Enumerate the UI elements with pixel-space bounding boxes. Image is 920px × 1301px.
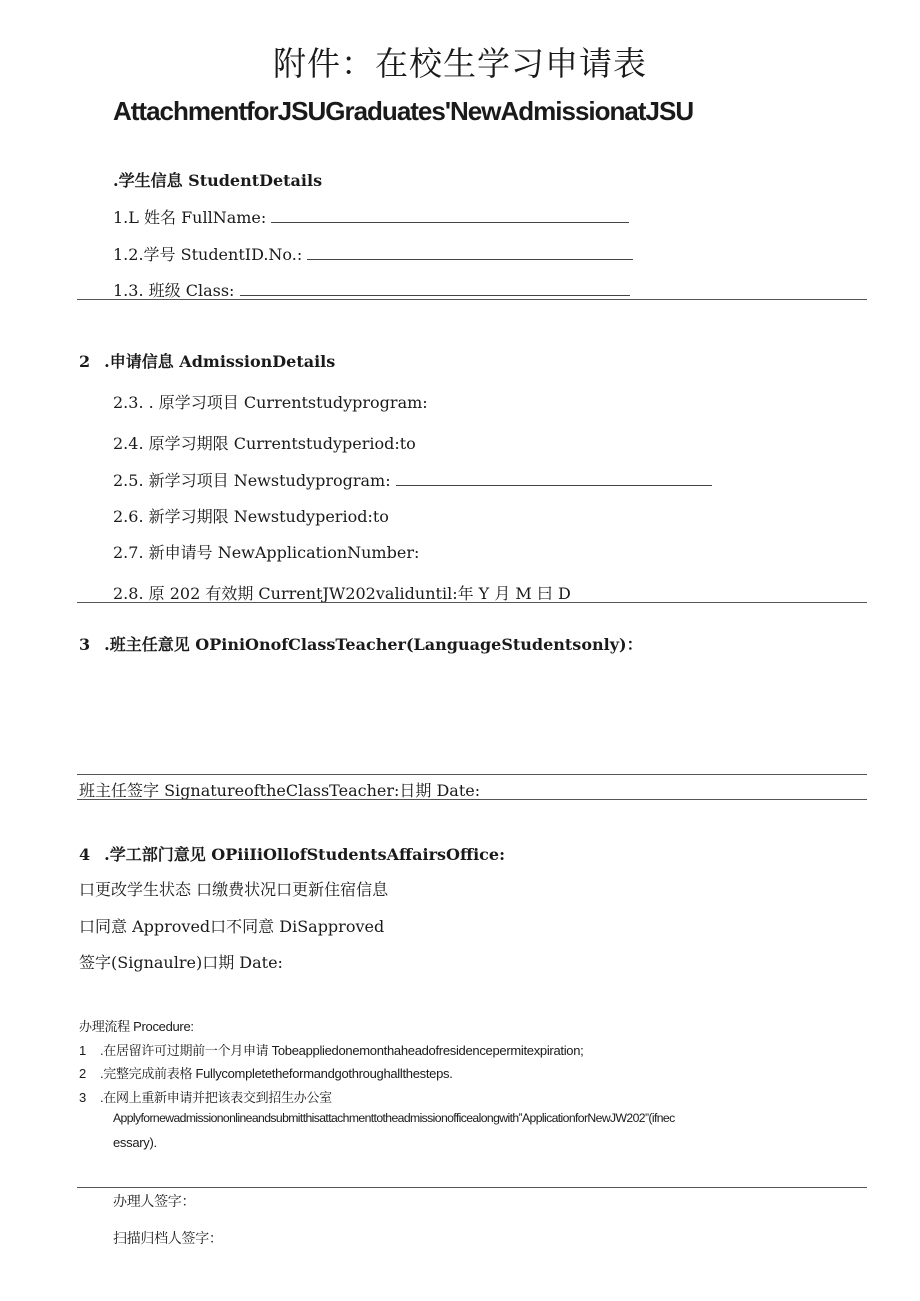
procedure-heading: 办理流程 Procedure:	[79, 1019, 194, 1034]
step-text: .在网上重新申请并把该表交到招生办公室	[99, 1090, 332, 1105]
status-options[interactable]: 口更改学生状态 口缴费状况口更新住宿信息	[79, 880, 389, 899]
procedure-step3-en: ApplyfornewadmissiononlineandsubmitthisattachmenttotheadmissionofficealongwithˮApplicationforNewJW202”(ifnec	[113, 1111, 675, 1125]
procedure-step3-en-cont: essary).	[113, 1135, 157, 1150]
field-current-program: 2.3. . 原学习项目 Currentstudyprogram:	[113, 393, 428, 412]
class-input[interactable]	[240, 280, 630, 296]
field-label: 1.3. 班级 Class:	[113, 281, 235, 300]
section1-heading: .学生信息 StudentDetails	[113, 171, 323, 190]
field-new-program	[113, 468, 712, 491]
procedure-step	[79, 1063, 453, 1082]
step-text: .在居留许可过期前一个月申请 Tobeappliedonemonthaheadofresidencepermitexpiration;	[99, 1043, 584, 1058]
step-text: .完整完成前表格 Fullycompletetheformandgothroughallthesteps.	[99, 1066, 453, 1081]
field-student-id	[113, 242, 633, 265]
section3-heading: 3 .班主任意见 OPiniOnofClassTeacher(LanguageStudentsonly)：	[79, 635, 643, 654]
archiver-signature[interactable]: 扫描归档人签字：	[113, 1231, 223, 1247]
page-title-en: AttachmentforJSUGraduates'NewAdmissionatJSU	[113, 96, 694, 126]
page-title-cn: 附件：在校生学习申请表	[273, 44, 647, 83]
affairs-office-signature[interactable]: 签字(Signaulre)口期 Date:	[79, 953, 283, 972]
field-new-period: 2.6. 新学习期限 Newstudyperiod:to	[113, 507, 389, 526]
new-program-input[interactable]	[396, 470, 712, 486]
step-number: 2	[79, 1066, 86, 1081]
field-class	[113, 278, 630, 301]
divider	[77, 602, 867, 603]
divider	[77, 774, 867, 775]
procedure-step	[79, 1040, 583, 1059]
section2-heading: 2 .申请信息 AdmissionDetails	[79, 352, 336, 371]
field-label: 1.L 姓名 FullName:	[113, 208, 267, 227]
field-label: 1.2.学号 StudentID.No.:	[113, 245, 303, 264]
handler-signature[interactable]: 办理人签字：	[113, 1194, 196, 1210]
step-number: 1	[79, 1043, 86, 1058]
full-name-input[interactable]	[271, 207, 629, 223]
field-current-period: 2.4. 原学习期限 Currentstudyperiod:to	[113, 434, 416, 453]
class-teacher-signature[interactable]: 班主任签字 SignatureoftheClassTeacher:日期 Date:	[79, 781, 481, 800]
step-number: 3	[79, 1090, 86, 1105]
divider	[77, 799, 867, 800]
student-id-input[interactable]	[307, 244, 633, 260]
approval-options[interactable]: 口同意 Approved口不同意 DiSapproved	[79, 917, 385, 936]
procedure-step	[79, 1087, 332, 1106]
field-label: 2.5. 新学习项目 Newstudyprogram:	[113, 471, 391, 490]
field-jw202-valid-until: 2.8. 原 202 有效期 CurrentJW202validuntil:年 Y 月 M 曰 D	[113, 584, 571, 603]
divider	[77, 299, 867, 300]
field-full-name	[113, 205, 629, 228]
divider	[77, 1187, 867, 1188]
section4-heading: 4 .学工部门意见 OPiiIiOllofStudentsAffairsOffice:	[79, 845, 506, 864]
field-new-application-number: 2.7. 新申请号 NewApplicationNumber:	[113, 543, 420, 562]
